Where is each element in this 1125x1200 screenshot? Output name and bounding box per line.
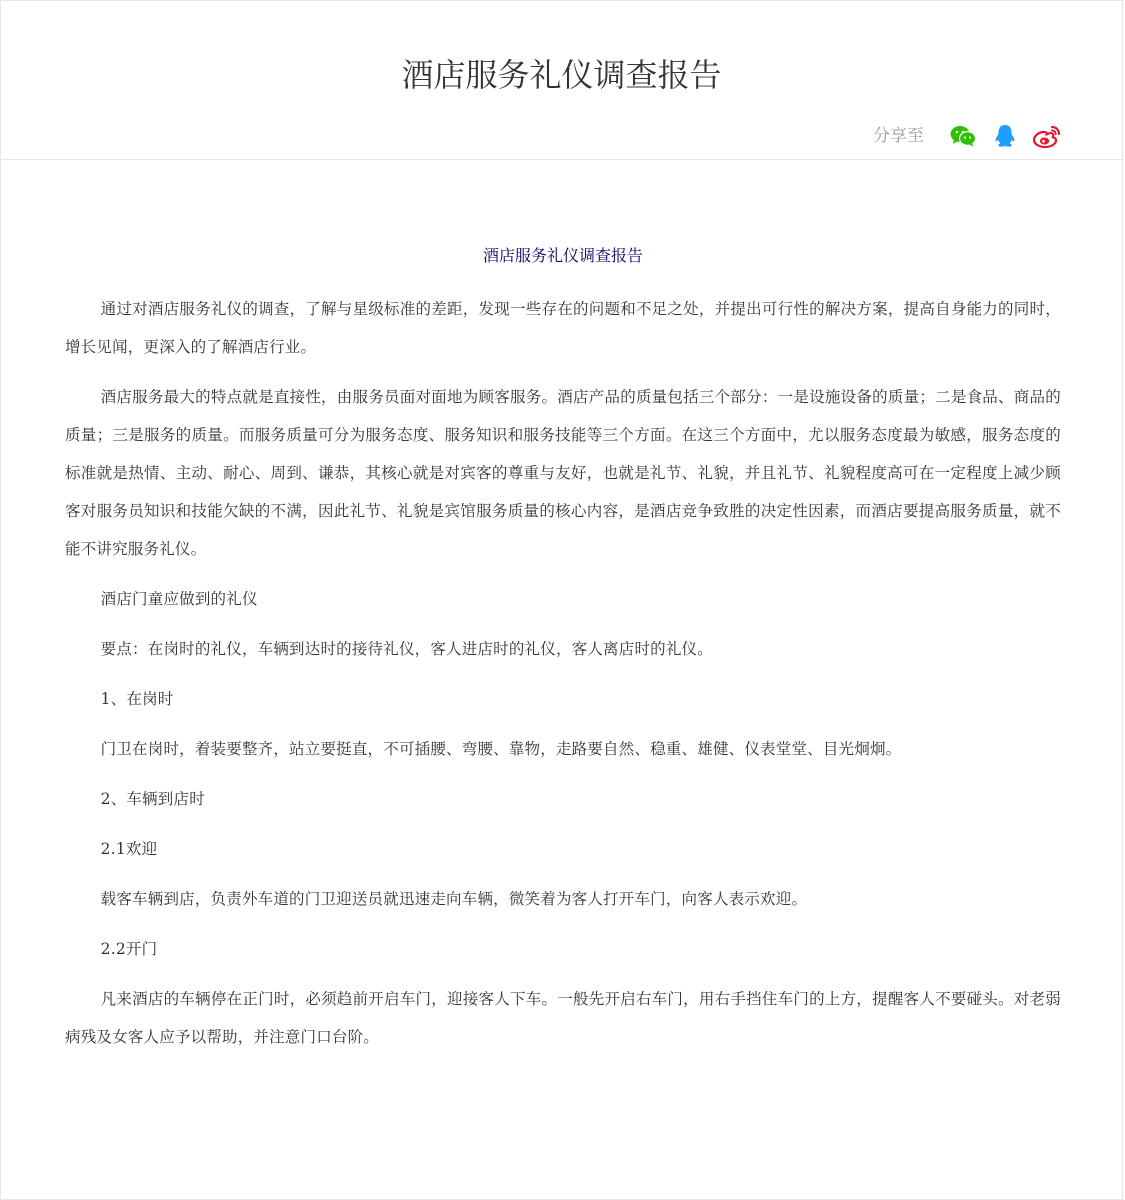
- page-header: [1, 1, 1122, 160]
- page-title: 酒店服务礼仪调查报告: [401, 56, 722, 94]
- sub-heading: 2.1欢迎: [100, 840, 158, 858]
- wechat-icon[interactable]: [948, 121, 978, 151]
- paragraph: 凡来酒店的车辆停在正门时，必须趋前开启车门，迎接客人下车。一般先开启右车门，用右手挡住车门的上方，提醒客人不要碰头。对老弱病残及女客人应予以帮助，并注意门口台阶。: [65, 990, 1061, 1046]
- section-heading: 1、在岗时: [100, 690, 174, 708]
- paragraph: 通过对酒店服务礼仪的调查，了解与星级标准的差距，发现一些存在的问题和不足之处，并提出可行性的解决方案，提高自身能力的同时，增长见闻，更深入的了解酒店行业。: [65, 300, 1061, 356]
- paragraph: 要点：在岗时的礼仪，车辆到达时的接待礼仪，客人进店时的礼仪，客人离店时的礼仪。: [100, 640, 713, 658]
- paragraph: 酒店服务最大的特点就是直接性，由服务员面对面地为顾客服务。酒店产品的质量包括三个部分：一是设施设备的质量；二是食品、商品的质量；三是服务的质量。而服务质量可分为服务态度、服务知识和服务技能等三个方面。在这三个方面中，尤以服务态度最为敏感，服务态度的标准就是热情、主动、耐心、周到、谦恭，其核心就是对宾客的尊重与友好，也就是礼节、礼貌，并且礼节、礼貌程度高可在一定程度上减少顾客对服务员知识和技能欠缺的不满，因此礼节、礼貌是宾馆服务质量的核心内容，是酒店竞争致胜的决定性因素，而酒店要提高服务质量，就不能不讲究服务礼仪。: [65, 388, 1061, 558]
- sub-heading: 2.2开门: [100, 940, 158, 958]
- section-heading: 酒店门童应做到的礼仪: [100, 590, 258, 608]
- share-label: 分享至: [873, 126, 924, 146]
- weibo-icon[interactable]: [1032, 121, 1062, 151]
- qq-icon[interactable]: [990, 121, 1020, 151]
- section-heading: 2、车辆到店时: [100, 790, 205, 808]
- paragraph: 载客车辆到店，负责外车道的门卫迎送员就迅速走向车辆，微笑着为客人打开车门，向客人表示欢迎。: [100, 890, 808, 908]
- share-bar: [873, 121, 1062, 151]
- paragraph: 门卫在岗时，着装要整齐，站立要挺直，不可插腰、弯腰、靠物，走路要自然、稳重、雄健、仪表堂堂、目光炯炯。: [100, 740, 902, 758]
- article-title: 酒店服务礼仪调查报告: [482, 246, 643, 265]
- article-body: [65, 242, 1061, 1068]
